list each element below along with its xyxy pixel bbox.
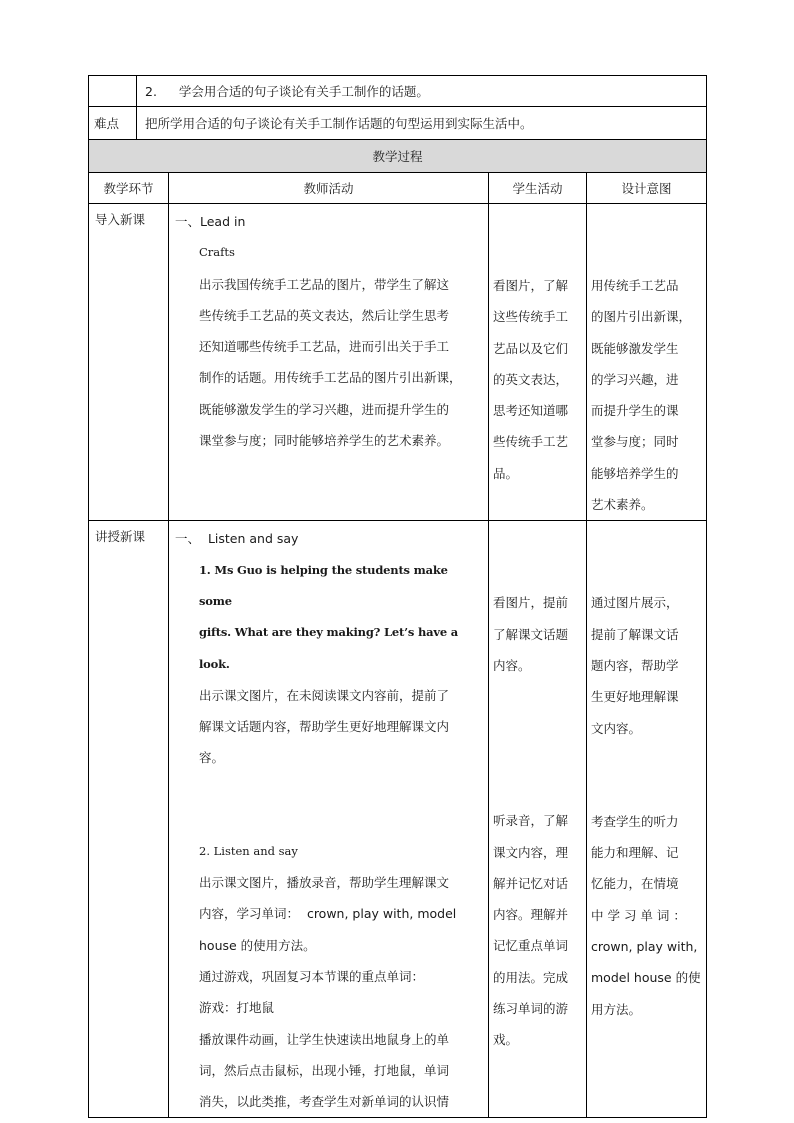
column-header-row [89,173,707,204]
text-line: 些传统手工艺 [493,434,569,450]
text-line: 忆能力，在情境 [591,876,679,892]
text-line: 的用法。完成 [493,969,569,985]
new-lesson-stage: 讲授新课 [89,521,169,1118]
text-line: 内容。 [493,657,531,673]
lead-in-heading: 一、Lead in [175,214,246,229]
difficulty-text: 把所学用合适的句子谈论有关手工制作话题的句型运用到实际生活中。 [137,107,707,140]
text-line: 通过游戏，巩固复习本节课的重点单词： [199,968,425,984]
text-line: 看图片，了解 [493,278,569,293]
text-line: 既能够激发学生的学习兴趣，进而提升学生的 [199,401,450,417]
part1-title-line1: 1. Ms Guo is helping the students make some [199,562,448,608]
text-line: 既能够激发学生 [591,340,679,356]
new-lesson-heading: 一、 Listen and say [175,531,299,547]
text-line: 内容，学习单词： crown, play with, model [199,906,457,922]
text-line: 艺术素养。 [591,497,654,513]
text-line: 文内容。 [591,720,642,736]
text-line: 课文内容，理 [493,844,569,860]
text-line: 艺品以及它们 [493,340,569,356]
lead-in-intent-cell [587,204,707,521]
part1-title-line2: gifts. What are they making? Let’s have a look. [199,625,459,671]
text-line: 通过图片展示， [591,595,679,611]
text-line: 容。 [199,750,225,766]
text-line: 内容。理解并 [493,907,569,923]
text-line: 看图片，提前 [493,595,569,611]
lead-in-teacher-cell [169,204,489,521]
text-line: 解并记忆对话 [493,875,569,891]
text-line: 播放课件动画，让学生快速读出地鼠身上的单 [199,1031,450,1047]
text-line: 记忆重点单词 [493,938,569,954]
text-line: 解课文话题内容，帮助学生更好地理解课文内 [199,719,450,735]
new-lesson-row [89,521,707,1118]
column-header-stage: 教学环节 [89,173,169,204]
difficulty-label: 难点 [89,107,137,140]
text-line: 堂参与度；同时 [591,434,679,450]
text-line: 的英文表达， [493,371,569,387]
difficulty-row [89,107,707,140]
column-header-student: 学生活动 [489,173,587,204]
text-line: 课堂参与度；同时能够培养学生的艺术素养。 [199,433,450,449]
text-line: crown, play with, [591,939,698,955]
process-header-row [89,140,707,173]
text-line: 能够培养学生的 [591,465,679,481]
new-lesson-teacher-cell [169,521,489,1118]
text-line: 品。 [493,465,519,481]
text-line: 这些传统手工 [493,309,569,325]
part2-title: 2. Listen and say [199,843,298,858]
text-line: 的学习兴趣，进 [591,371,679,387]
text-line: 出示课文图片，播放录音，帮助学生理解课文 [199,875,450,891]
objective-number: 2. [145,84,157,99]
text-line: 些传统手工艺品的英文表达，然后让学生思考 [199,307,450,323]
text-line: 而提升学生的课 [591,403,679,419]
lead-in-student-cell [489,204,587,521]
text-line: 生更好地理解课 [591,689,679,705]
lead-in-stage: 导入新课 [89,204,169,521]
text-line: 游戏：打地鼠 [199,1000,275,1016]
column-header-intent: 设计意图 [587,173,707,204]
column-header-teacher: 教师活动 [169,173,489,204]
part2-teacher-text [175,867,484,1117]
objective-text: 学会用合适的句子谈论有关手工制作的话题。 [178,84,429,99]
lesson-plan-table [88,75,707,1118]
text-line: 能力和理解、记 [591,845,679,861]
text-line: 制作的话题。用传统手工艺品的图片引出新课， [199,370,462,386]
text-line: house 的使用方法。 [199,937,316,953]
text-line: 题内容，帮助学 [591,657,679,673]
text-line: 用传统手工艺品 [591,278,679,293]
text-line: model house 的使 [591,970,701,986]
text-line: 提前了解课文话 [591,626,679,642]
lead-in-teacher-text [175,269,484,457]
objective-cell [137,76,707,107]
new-lesson-intent-cell [587,521,707,1118]
text-line: 练习单词的游 [493,1001,569,1017]
text-line: 思考还知道哪 [493,403,569,419]
lesson-plan-page [88,75,706,1118]
text-line: 了解课文话题 [493,626,569,642]
text-line: 戏。 [493,1032,519,1048]
text-line: 出示课文图片，在未阅读课文内容前，提前了 [199,687,450,703]
text-line: 考查学生的听力 [591,813,679,829]
text-line: 的图片引出新课， [591,309,692,325]
new-lesson-student-cell [489,521,587,1118]
objective-row [89,76,707,107]
text-line: 出示我国传统手工艺品的图片，带学生了解这 [199,276,450,292]
text-line: 消失，以此类推，考查学生对新单词的认识情 [199,1094,450,1110]
lead-in-subheading: Crafts [199,245,235,260]
part1-teacher-text [175,680,484,774]
lead-in-row [89,204,707,521]
text-line: 中 学 习 单 词 ： [591,907,686,923]
text-line: 还知道哪些传统手工艺品，进而引出关于手工 [199,339,450,355]
text-line: 用方法。 [591,1001,642,1017]
text-line: 词，然后点击鼠标，出现小锤，打地鼠，单词 [199,1062,450,1078]
objective-blank-cell [89,76,137,107]
text-line: 听录音，了解 [493,813,569,829]
process-header: 教学过程 [89,140,707,173]
